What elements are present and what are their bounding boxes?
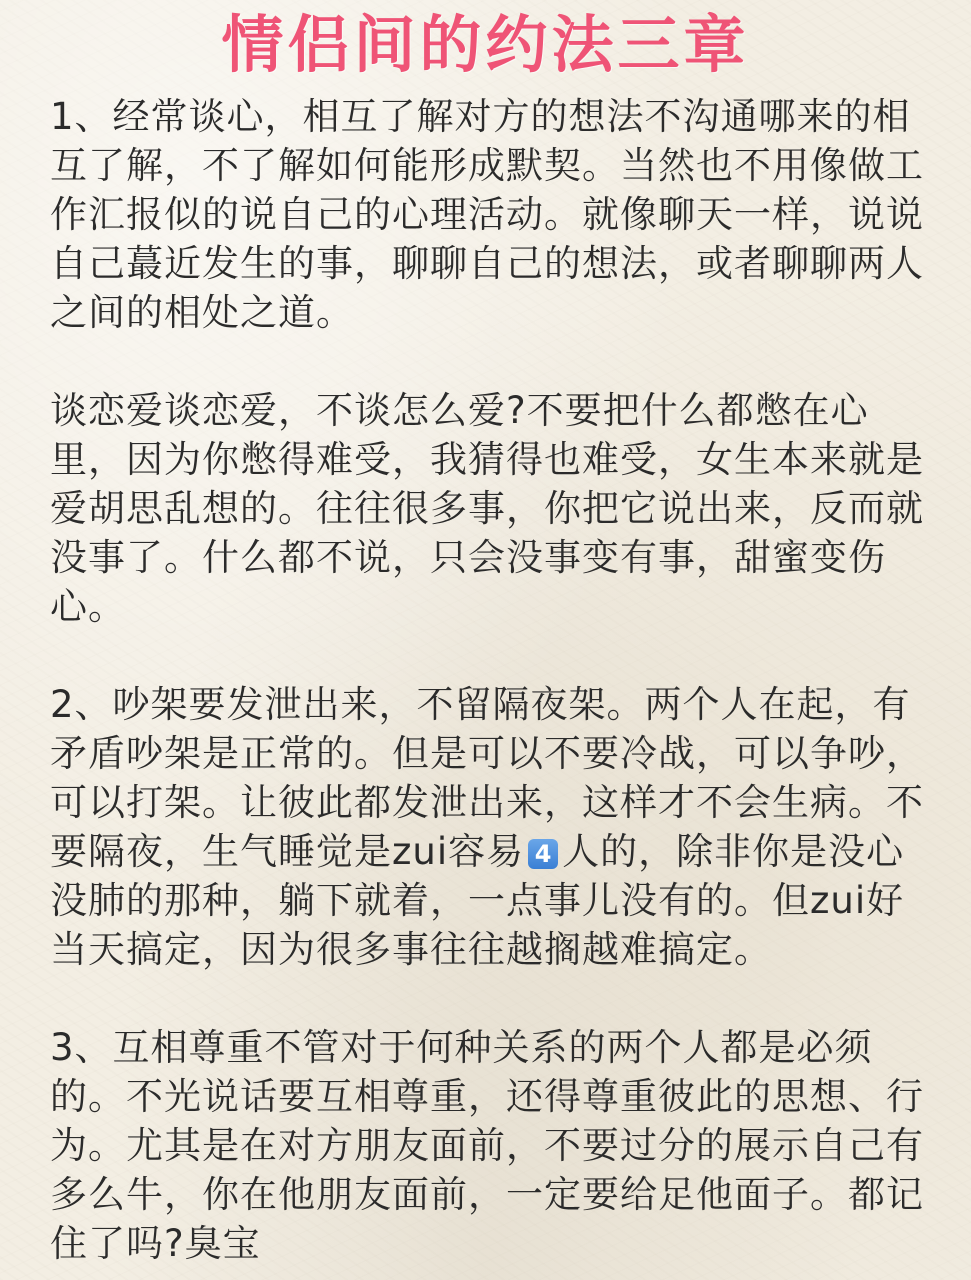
paragraph-3 (50, 680, 930, 974)
article-body (50, 92, 930, 1268)
paragraph-gap (50, 974, 930, 1023)
paragraph-3-text-b: 人的，除非你是没心没肺的那种，躺下就着，一点事儿没有的。但zui好当天搞定，因为很多事往往越搁越难搞定。 (50, 830, 905, 971)
paragraph-4: 3、互相尊重不管对于何种关系的两个人都是必须的。不光说话要互相尊重，还得尊重彼此的思想、行为。尤其是在对方朋友面前，不要过分的展示自己有多么牛，你在他朋友面前，一定要给足他面子。都记住了吗?臭宝 (50, 1026, 924, 1265)
page-title: 情侣间的约法三章 (221, 8, 750, 81)
paragraph-1: 1、经常谈心，相互了解对方的想法不沟通哪来的相互了解，不了解如何能形成默契。当然也不用像做工作汇报似的说自己的心理活动。就像聊天一样，说说自己蕞近发生的事，聊聊自己的想法，或者聊聊两人之间的相处之道。 (50, 95, 924, 334)
keycap-four-emoji: 4 (528, 839, 558, 869)
paragraph-gap (50, 337, 930, 386)
paragraph-3-text-a: 2、吵架要发泄出来，不留隔夜架。两个人在起，有矛盾吵架是正常的。但是可以不要冷战，可以争吵，可以打架。让彼此都发泄出来，这样才不会生病。不要隔夜，生气睡觉是zui容易 (50, 683, 924, 873)
paragraph-2: 谈恋爱谈恋爱，不谈怎么爱?不要把什么都憋在心里，因为你憋得难受，我猜得也难受，女生本来就是爱胡思乱想的。往往很多事，你把它说出来，反而就没事了。什么都不说，只会没事变有事，甜蜜变伤心。 (50, 389, 924, 628)
paragraph-gap (50, 631, 930, 680)
